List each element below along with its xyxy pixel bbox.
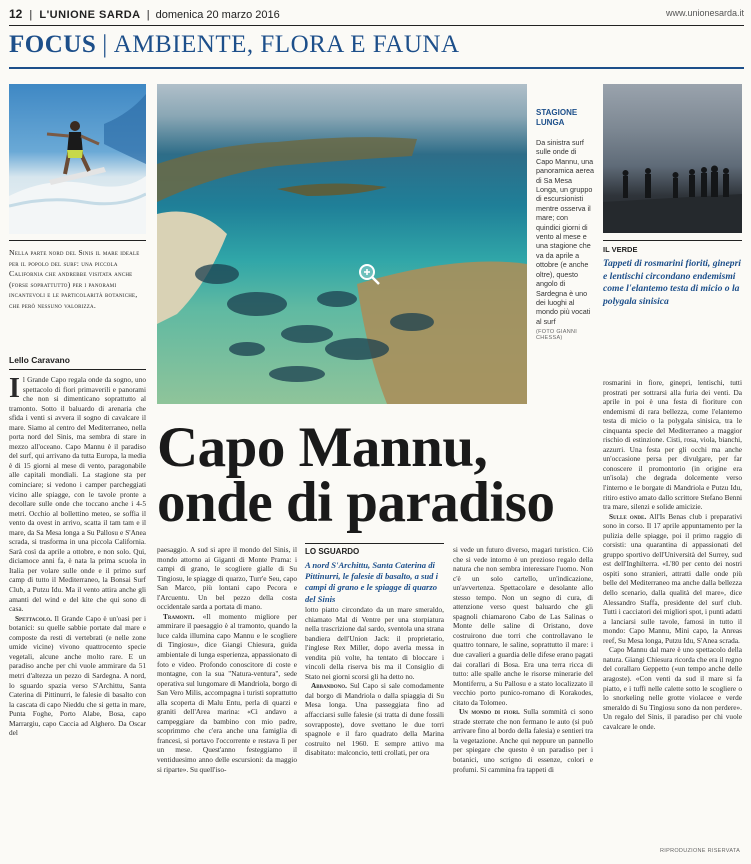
column-4-paragraph-1: si vede un futuro diverso, magari turistico. Ciò che si vede intorno è un prezioso regalo della natura che non sembra interessare l'uomo. Non c'è un solo cartello, un'indicazione, un'avvertenza. Spettacolare e desolante allo stesso tempo. Non un segno di cura, di attenzione verso quest baluardo che gli spagnoli chiamarono Cabo de Las Salinas o Monte delle saline di Oristano, dove costruirono due torri che controllavano le quattro tonnare, le saline, soprattutto il mare: i due cavalieri a guardia delle difese erano pagati dai corallari di Bosa. Era una terra ricca di tutto: alle spalle anche le risorse minerarie del Montiferru, a Su Pallosu e a stato localizzato il vecchio porto punico-romano di Korakodes, citato da Tolomeo. bbox=[453, 545, 593, 707]
section-label: FOCUS bbox=[9, 31, 97, 58]
column-4-text-2: Sulla sommità ci sono strade sterrate che non fermano le auto (si può arrivare fino al bordo della falesia) e sentieri tra la vegetazione. Anche qui neppure un pannello per spiegare che questo è un paradiso per i botanici, uno scrigno di essenze, colori e profumi. Si cammina fra tappeti di bbox=[453, 707, 593, 774]
surfer-illustration bbox=[9, 84, 146, 234]
kicker-tramonti: Tramonti. bbox=[163, 611, 195, 621]
article-column-4 bbox=[453, 545, 593, 853]
column-5-paragraph-2 bbox=[603, 512, 742, 646]
byline-rule bbox=[9, 369, 146, 370]
article-column-1 bbox=[9, 375, 146, 853]
column-3-text-2: Sul Capo si sale comodamente dal borgo di Mandriola o dalla spiaggia di Su Mesa longa. Una passeggiata fino ad affacciarsi sulle falesie (si tratta di dune fossili sovrapposte), dove svettano le due torri spagnole e il faro quadrato della Marina costruito nel 1960. E sempre attivo ma disabitato: malconcio, tetti crollati, per ora bbox=[305, 681, 444, 758]
column-2-text-2: «Il momento migliore per ammirare il paesaggio è al tramonto, quando la luce calda illumina capo Mannu e le scogliere di Tingiosu», dice Giangi Chiesura, guida ambientale di lunga esperienza, appassionato di foto e video. Profondo conoscitore di coste e montagne, con la sua "Natura-ventura", sede operativa sul lungomare di Mandriola, borgo di San Vero Milis, accompagna i turisti soprattutto alla scoperta di Malu Entu, perla di quarzi e graniti dell'Area marina: «Ci andavo a campeggiare da bambino con mio padre, scoprimmo che c'era anche una famiglia di francesi, si portavo l'occorrente e restava lì per un mese. Quest'anno festeggiamo il ventiduesimo anno delle escursioni: da maggio si riparte». Su quell'iso- bbox=[157, 611, 297, 774]
caption-heading-2: LUNGA bbox=[536, 118, 565, 127]
aerial-photo bbox=[157, 84, 527, 404]
intro-text: Nella parte nord del Sinis il mare ideale per il popolo del surf: una piccola California che andrebbe visitata anche (forse soprattutto) per i panorami incantevoli e le particolarità botaniche, che però nessuno valorizza. bbox=[9, 248, 140, 310]
kicker-onde: Sulle onde. bbox=[609, 511, 647, 521]
site-url[interactable]: www.unionesarda.it bbox=[665, 8, 744, 18]
page-number: 12 bbox=[9, 7, 23, 21]
drop-cap: I bbox=[9, 375, 20, 404]
surfer-photo bbox=[9, 84, 146, 234]
zoom-icon[interactable] bbox=[357, 262, 381, 286]
hikers-illustration bbox=[603, 84, 742, 233]
article-title bbox=[157, 416, 597, 534]
byline: Lello Caravano bbox=[9, 355, 70, 365]
intro-box bbox=[9, 240, 146, 311]
sguardo-text: A nord S'Archittu, Santa Caterina di Pittinurri, le falesie di basalto, a sud i campi di grano e le spiagge di quarzo del Sinis bbox=[305, 560, 438, 604]
column-2-paragraph-1: paesaggio. A sud si apre il mondo del Sinis, il mondo attorno ai Giganti di Monte Prama: i campi di grano, le scogliere gialle di Su Tingiosu, le spiagge di quarzo, Turr'e Seu, capo San Marco, più lontani capo Pecora e l'Arcuentu. Un bel pezzo della costa occidentale sarda a portata di mano. bbox=[157, 545, 297, 612]
sguardo-box bbox=[305, 543, 444, 605]
column-4-paragraph-2 bbox=[453, 707, 593, 774]
kicker-spettacolo: Spettacolo. bbox=[15, 613, 52, 623]
article-column-3 bbox=[305, 605, 444, 853]
header-rule bbox=[9, 25, 744, 26]
publication-name: L'UNIONE SARDA bbox=[39, 9, 141, 21]
column-3-paragraph-2 bbox=[305, 681, 444, 757]
column-5-text-2: All'Is Benas club i preparativi sono in corso. Il 17 aprile appuntamento per la pulizia delle spiagge, poi il primo raggio di corsisti: una quarantina di appassionati del gruppo sportivo dell'Università del Surrey, sud est dell'Inghilterra. «L'80 per cento dei nostri ospiti sono stranieri, attratti dalle onde più belle del Mediterraneo ma anche dalla bellezza dello scenario, dalla qualità del mare», dice Alessandro Staffa, presidente del surf club. Tutti i cacciatori dei migliori spot, i punti adatti a lanciarsi sulle tavole, famosi in tutto il mondo: Capo Mannu, Mini capo, la Anreas reef, Su Mesa longa, Putzu Idu, S'Anea scrada. bbox=[603, 511, 742, 645]
section-rule bbox=[9, 67, 744, 69]
article-title-line-2: onde di paradiso bbox=[157, 471, 555, 534]
article-column-2 bbox=[157, 545, 297, 853]
column-5-paragraph-1: rosmarini in fiore, ginepri, lentischi, tutti prostrati per sottrarsi alla furia dei venti. Da aprile in poi è una festa di fioriture con endemismi di rara bellezza, come l'elantemo testa di micio o la polygala sinisica, tra le cinquanta specie del Mediterraneo a maggior rischio di estinzione. Cisti, rosa, viola, bianchi, azzurri. Una festa per gli occhi ma anche un'occasione persa per divulgare, per far conoscere il promontorio (in origine era un'isola) che degrada dolcemente verso l'interno e le borgate di Mandriola e Putzu Idu, ritiro estivo amato dallo scrittore Stefano Benni tra mare, silenzi e solide amicizie. bbox=[603, 378, 742, 512]
column-2-paragraph-2 bbox=[157, 612, 297, 774]
issue-date: domenica 20 marzo 2016 bbox=[155, 9, 280, 21]
caption-text: Da sinistra surf sulle onde di Capo Mannu, una panoramica aerea di Sa Mesa Longa, un gruppo di escursionisti mentre osserva il mare; con quindici giorni di vento al mese e una stagione che va da aprile a ottobre (e anche oltre), questo angolo di Sardegna è uno dei luoghi al mondo più vocati al surf bbox=[536, 138, 594, 326]
column-5-paragraph-3: Capo Mannu dal mare è uno spettacolo della natura. Giangi Chiesura ricorda che era il regno del corallaro Geppetto («un tempo anche delle aragoste). «Con venti da sud il mare si fa piatto, e i tuffi nelle calette sotto le scogliere o lo snorkeling nelle grotte violacee e verde smeraldo di Su Tingiosu sono da non perdere». Un regalo del Sinis, il paradiso per chi vuole cavalcare le onde. bbox=[603, 645, 742, 731]
photo-caption bbox=[536, 108, 594, 341]
verde-heading: IL VERDE bbox=[603, 245, 638, 254]
article-column-5 bbox=[603, 378, 742, 844]
column-1-text-2: Il Grande Capo è un'oasi per i botanici: su quelle sabbie portate dal mare e composte da resti di vertebrati (e nelle zone umide vicine) vivono quattrocento specie vegetali, alcune anche molto rare. E un paradiso anche per chi vuole ammirare da 51 metri d'altezza un pezzo di Sardegna. A nord, lo sguardo spazia verso S'Archittu, Santa Caterina di Pittinurri, le falesie di basalto con la cascata di capo Nieddu che si getta in mare, Punta Foghe, Porto Alabe, Bosa, capo Marrargiu, capo Caccia ad Alghero. Da Oscar del bbox=[9, 613, 146, 738]
section-subtitle: AMBIENTE, FLORA E FAUNA bbox=[113, 31, 460, 58]
section-title bbox=[9, 31, 460, 59]
copyright-note: RIPRODUZIONE RISERVATA bbox=[660, 848, 741, 854]
column-1-paragraph-2 bbox=[9, 614, 146, 738]
kicker-fiori: Un mondo di fiori. bbox=[459, 707, 520, 717]
aerial-illustration bbox=[157, 84, 527, 404]
section-separator: | bbox=[102, 31, 108, 58]
sguardo-heading: LO SGUARDO bbox=[305, 547, 360, 556]
article-title-line-1: Capo Mannu, bbox=[157, 416, 488, 479]
column-1-paragraph-1 bbox=[9, 375, 146, 614]
column-1-text-1: l Grande Capo regala onde da sogno, uno spettacolo di fiori primaverili e panorami che non si dimenticano soprattutto al tramonto. Sotto il baluardo di arenaria che sfida i venti si avvera il sogno di cavalcare il mare. Siamo al centro del Mediterraneo, nella porta nord del Sinis, ma sembra di stare in mezzo all'oceano. Capo Mannu è il paradiso del surf, qui arrivano da tutta Europa, la media è di 15 giorni al mese di vento, paragonabile alle capitali mondiali. La stagione sta per cominciare; si vedono i camper parcheggiati vicino alle spiagge, con le tavole pronte a decollare sulle onde che toccano anche i 4-5 metri. Occhio al bollettino meteo, se soffia il vento da ovest in arrivo, scatta il tam tam e il mare, da Sa Mesa longa a Su Pallosu e S'Anea scrada, si trasforma in una piccola California. Sarà così da aprile a ottobre, e non solo. Qui, diciamoce anni fa, è nata la prima scuola in Italia per volare sulle onde e il primo surf camp di tutto il Mediterraneo, la Bonsai Surf Club, a Putzu Idu. Ma il vento attira anche gli amanti del wind e del kite che qui sono di casa. bbox=[9, 375, 146, 614]
caption-heading-1: STAGIONE bbox=[536, 108, 578, 117]
verde-text: Tappeti di rosmarini fioriti, ginepri e lentischi circondano endemismi come l'elantemo testa di micio o la polygala sinisica bbox=[603, 258, 741, 307]
verde-box bbox=[603, 240, 742, 308]
column-3-paragraph-1: lotto piatto circondato da un mare smeraldo, chiamato Mal di Ventre per una storpiatura nella trascrizione dal sardo, sventola una strana bandiera dell'Union Jack: il proprietario, l'inglese Rex Miller, dopo averla messa in vendita più volte, ha tentato di bloccare i vincoli della riserva bis ma il Consiglio di Stato nei giorni scorsi gli ha detto no. bbox=[305, 605, 444, 681]
kicker-abbandono: Abbandono. bbox=[311, 681, 347, 691]
photo-credit: (FOTO GIANNI CHESSA) bbox=[536, 329, 578, 342]
page-header: 12 | L'UNIONE SARDA | domenica 20 marzo 2016 www.unionesarda.it bbox=[9, 7, 744, 21]
hikers-photo bbox=[603, 84, 742, 233]
